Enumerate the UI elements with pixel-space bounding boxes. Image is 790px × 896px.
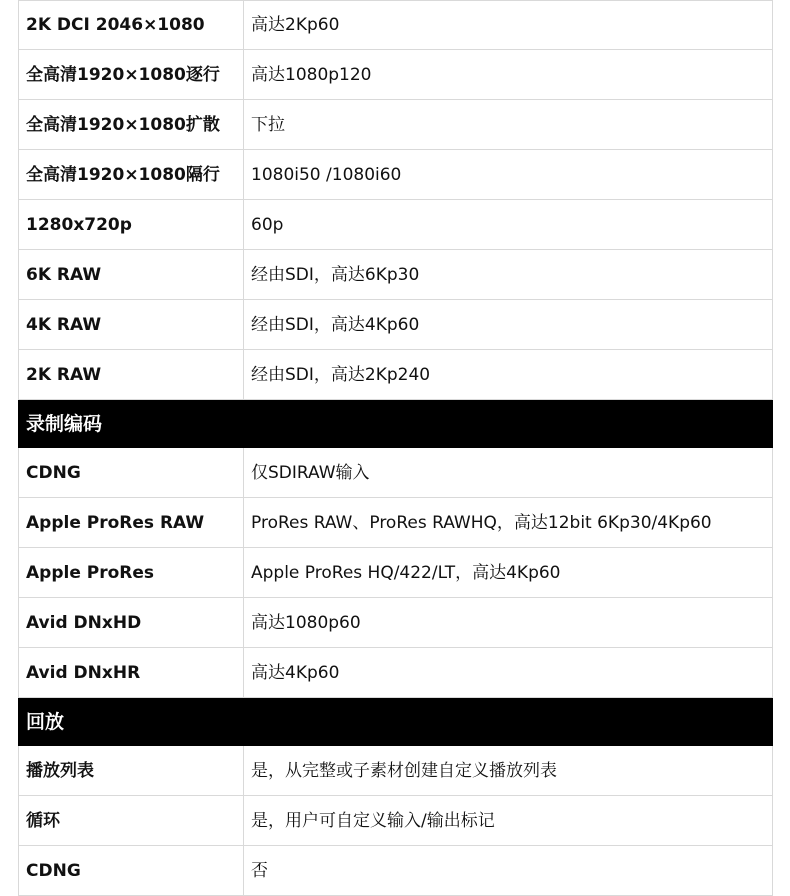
table-row	[19, 796, 773, 846]
row-key: 全高清1920×1080隔行	[19, 150, 244, 200]
table-row	[19, 250, 773, 300]
row-key: CDNG	[19, 448, 244, 498]
row-value: 高达4Kp60	[244, 648, 773, 698]
row-value: 仅SDIRAW输入	[244, 448, 773, 498]
section-header-playback	[19, 698, 773, 746]
table-row	[19, 498, 773, 548]
table-row	[19, 100, 773, 150]
row-value: 高达1080p120	[244, 50, 773, 100]
row-key: 全高清1920×1080扩散	[19, 100, 244, 150]
row-value: 下拉	[244, 100, 773, 150]
row-value: 经由SDI，高达2Kp240	[244, 350, 773, 400]
table-row	[19, 50, 773, 100]
table-row	[19, 746, 773, 796]
row-value: 60p	[244, 200, 773, 250]
row-key: 循环	[19, 796, 244, 846]
row-key: 播放列表	[19, 746, 244, 796]
table-row	[19, 200, 773, 250]
row-key: CDNG	[19, 846, 244, 896]
row-value: 是，用户可自定义输入/输出标记	[244, 796, 773, 846]
row-key: Avid DNxHR	[19, 648, 244, 698]
section-header-recording-codecs	[19, 400, 773, 448]
row-value: Apple ProRes HQ/422/LT，高达4Kp60	[244, 548, 773, 598]
table-row	[19, 150, 773, 200]
row-key: Apple ProRes RAW	[19, 498, 244, 548]
row-key: 全高清1920×1080逐行	[19, 50, 244, 100]
row-value: 经由SDI，高达4Kp60	[244, 300, 773, 350]
table-row	[19, 1, 773, 50]
row-value: 高达2Kp60	[244, 1, 773, 50]
table-row	[19, 350, 773, 400]
row-value: 否	[244, 846, 773, 896]
row-key: 2K DCI 2046×1080	[19, 1, 244, 50]
row-value: 高达1080p60	[244, 598, 773, 648]
row-key: Avid DNxHD	[19, 598, 244, 648]
table-row	[19, 648, 773, 698]
row-value: 经由SDI，高达6Kp30	[244, 250, 773, 300]
row-value: ProRes RAW、ProRes RAWHQ，高达12bit 6Kp30/4Kp60	[244, 498, 773, 548]
section-title: 回放	[19, 698, 773, 746]
row-key: 2K RAW	[19, 350, 244, 400]
table-row	[19, 846, 773, 896]
table-row	[19, 448, 773, 498]
table-row	[19, 548, 773, 598]
section-title: 录制编码	[19, 400, 773, 448]
table-row	[19, 598, 773, 648]
row-key: Apple ProRes	[19, 548, 244, 598]
spec-table	[18, 0, 773, 896]
table-row	[19, 300, 773, 350]
row-key: 6K RAW	[19, 250, 244, 300]
row-value: 是，从完整或子素材创建自定义播放列表	[244, 746, 773, 796]
row-key: 1280x720p	[19, 200, 244, 250]
row-key: 4K RAW	[19, 300, 244, 350]
row-value: 1080i50 /1080i60	[244, 150, 773, 200]
